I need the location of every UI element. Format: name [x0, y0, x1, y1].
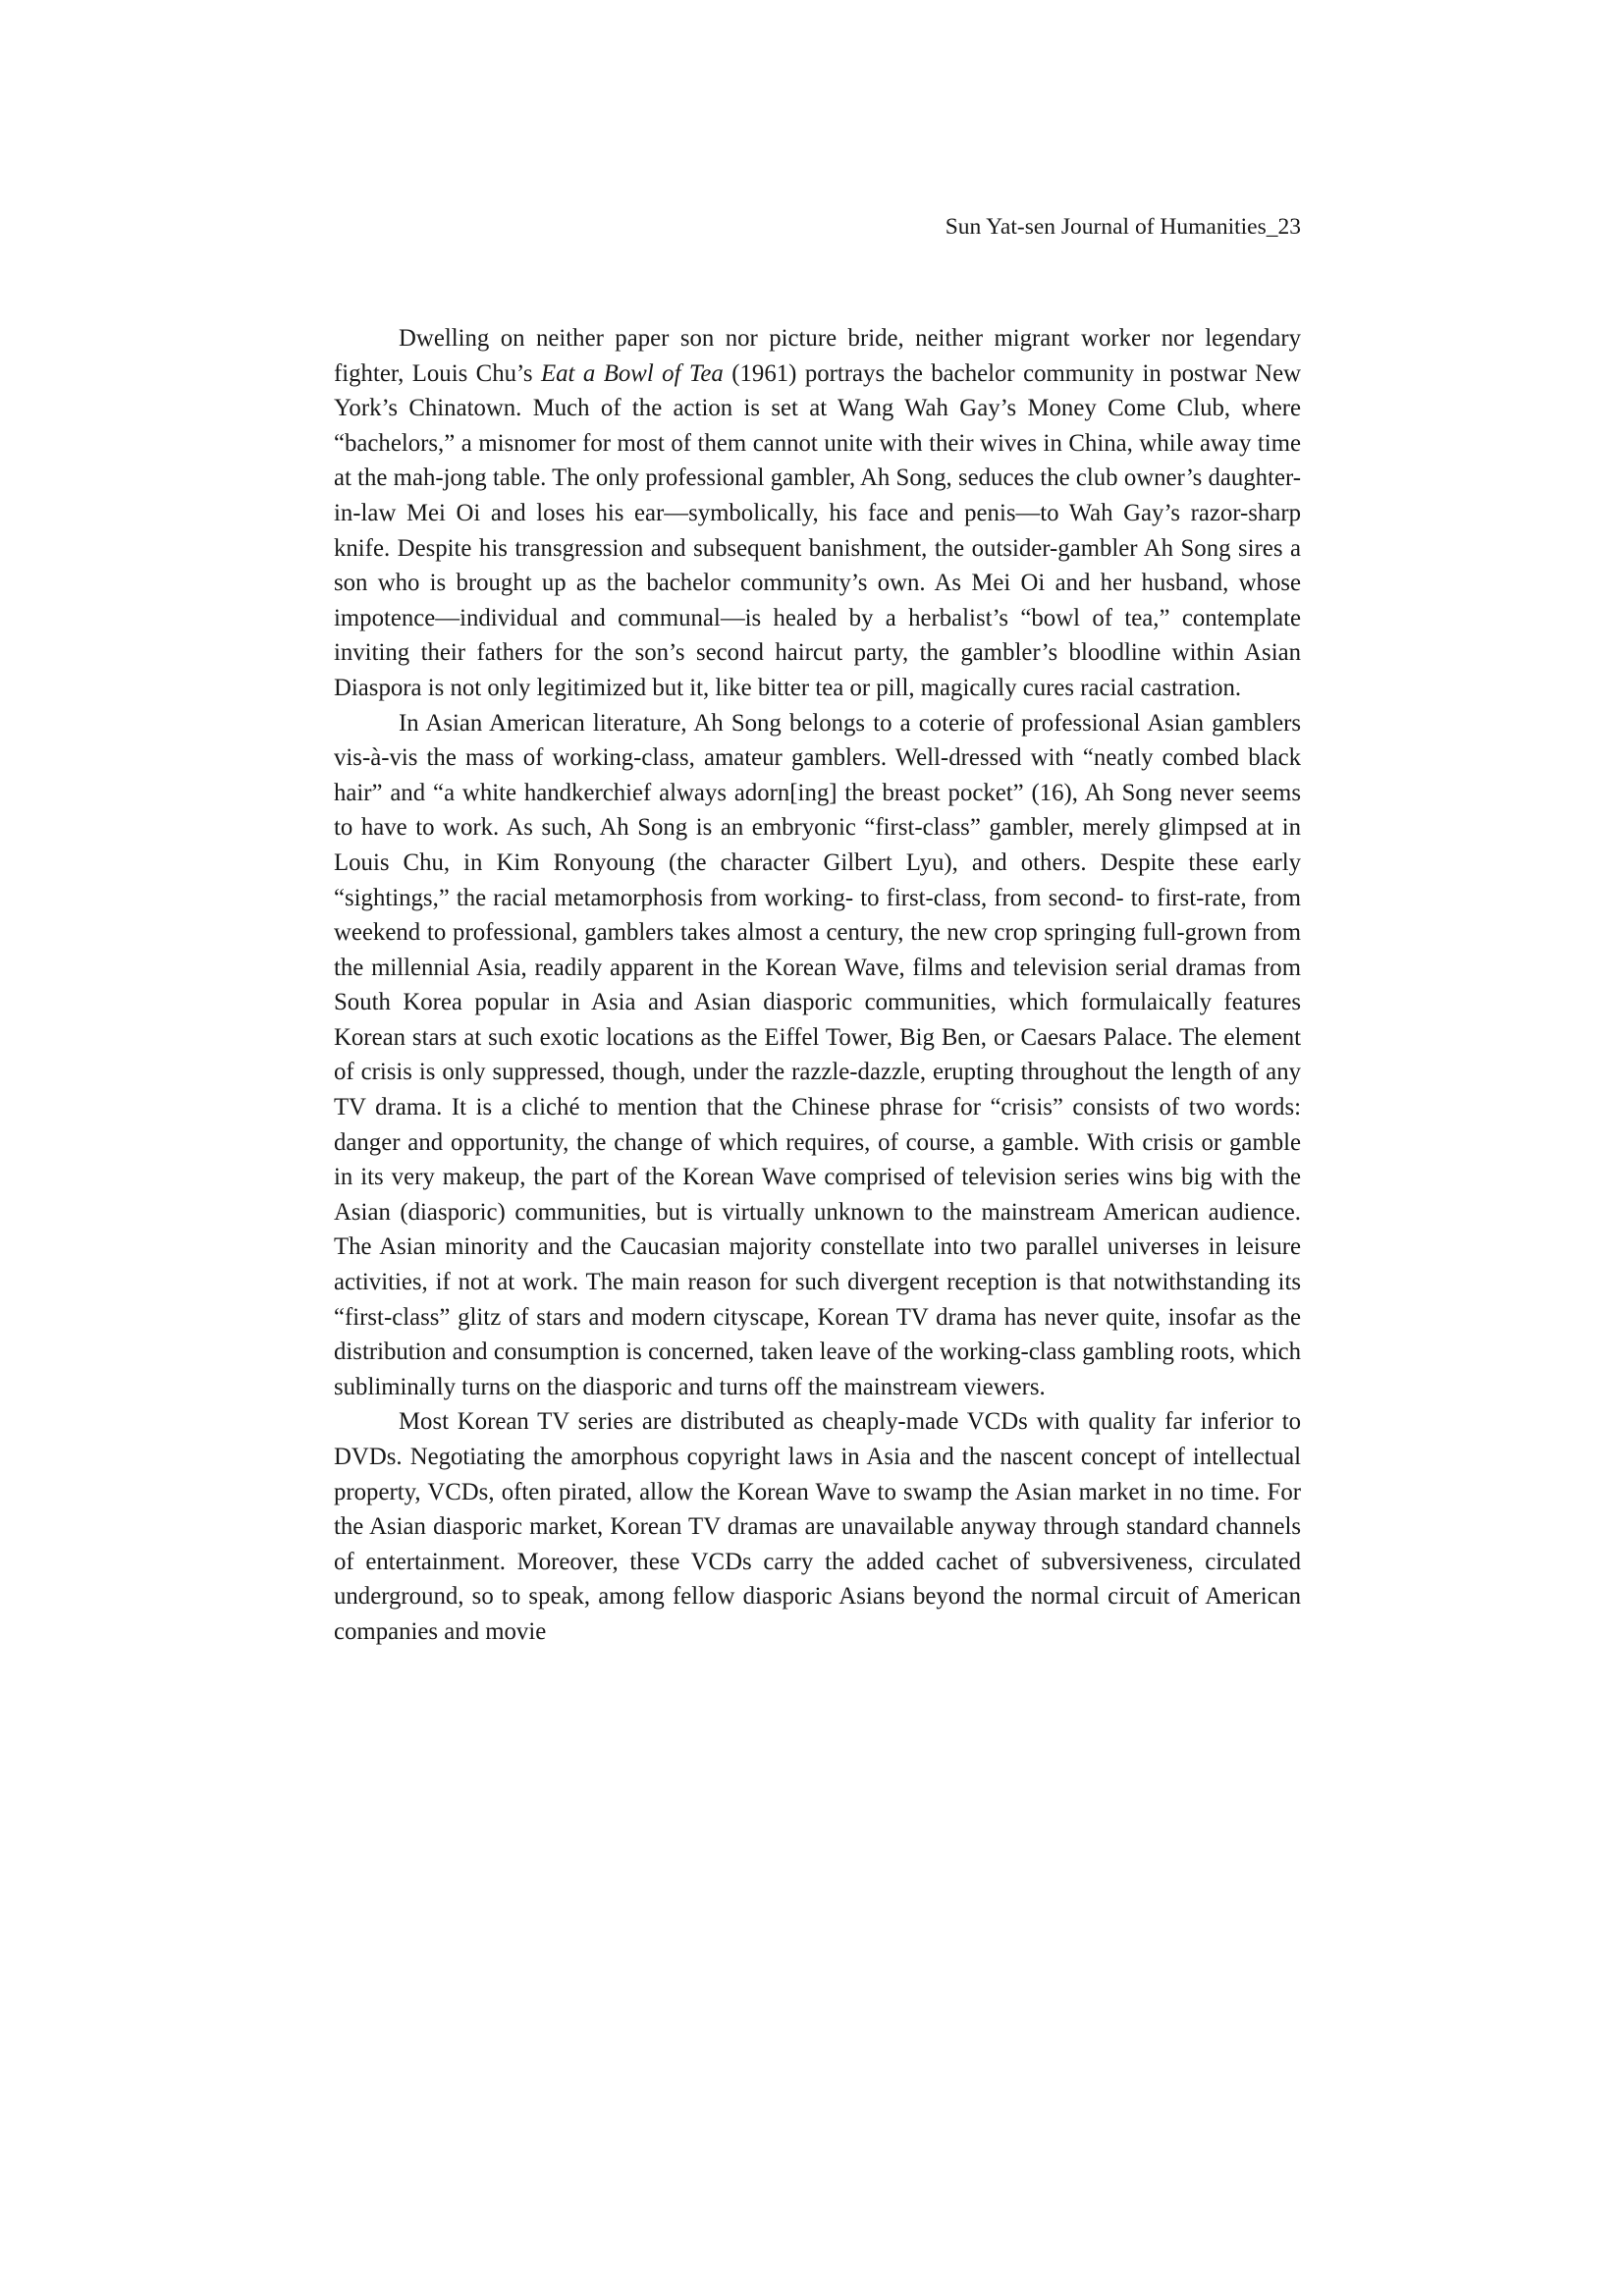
paragraph-1-text-a: Dwelling on neither paper son nor picture bride, neither migrant worker nor legendary fighter, Louis Chu’s — [334, 325, 1301, 387]
running-header: Sun Yat-sen Journal of Humanities_23 — [945, 214, 1301, 240]
paragraph-2: In Asian American literature, Ah Song belongs to a coterie of professional Asian gamblers vis-à-vis the mass of working-class, amateur gamblers. Well-dressed with “neatly combed black hair” and “a white handkerchief always adorn[ing] the breast pocket” (16), Ah Song never seems to have to work. As such, Ah Song is an embryonic “first-class” gambler, merely glimpsed at in Louis Chu, in Kim Ronyoung (the character Gilbert Lyu), and others. Despite these early “sightings,” the racial metamorphosis from working- to first-class, from second- to first-rate, from weekend to professional, gamblers takes almost a century, the new crop springing full-grown from the millennial Asia, readily apparent in the Korean Wave, films and television serial dramas from South Korea popular in Asia and Asian diasporic communities, which formulaically features Korean stars at such exotic locations as the Eiffel Tower, Big Ben, or Caesars Palace. The element of crisis is only suppressed, though, under the razzle-dazzle, erupting throughout the length of any TV drama. It is a cliché to mention that the Chinese phrase for “crisis” consists of two words: danger and opportunity, the change of which requires, of course, a gamble. With crisis or gamble in its very makeup, the part of the Korean Wave comprised of television series wins big with the Asian (diasporic) communities, but is virtually unknown to the mainstream American audience. The Asian minority and the Caucasian majority constellate into two parallel universes in leisure activities, if not at work. The main reason for such divergent reception is that notwithstanding its “first-class” glitz of stars and modern cityscape, Korean TV drama has never quite, insofar as the distribution and consumption is concerned, taken leave of the working-class gambling roots, which subliminally turns on the diasporic and turns off the mainstream viewers. — [334, 709, 1301, 1400]
paragraph-1 — [334, 321, 1301, 706]
article-body — [334, 321, 1301, 1650]
paragraph-3: Most Korean TV series are distributed as cheaply-made VCDs with quality far inferior to DVDs. Negotiating the amorphous copyright laws in Asia and the nascent concept of intellectual property, VCDs, often pirated, allow the Korean Wave to swamp the Asian market in no time. For the Asian diasporic market, Korean TV dramas are unavailable anyway through standard channels of entertainment. Moreover, these VCDs carry the added cachet of subversiveness, circulated underground, so to speak, among fellow diasporic Asians beyond the normal circuit of American companies and movie — [334, 1408, 1301, 1645]
paragraph-1-text-b: (1961) portrays the bachelor community in postwar New York’s Chinatown. Much of the action is set at Wang Wah Gay’s Money Come Club, where “bachelors,” a misnomer for most of them cannot unite with their wives in China, while away time at the mah-jong table. The only professional gambler, Ah Song, seduces the club owner’s daughter-in-law Mei Oi and loses his ear—symbolically, his face and penis—to Wah Gay’s razor-sharp knife. Despite his transgression and subsequent banishment, the outsider-gambler Ah Song sires a son who is brought up as the bachelor community’s own. As Mei Oi and her husband, whose impotence—individual and communal—is healed by a herbalist’s “bowl of tea,” contemplate inviting their fathers for the son’s second haircut party, the gambler’s bloodline within Asian Diaspora is not only legitimized but it, like bitter tea or pill, magically cures racial castration. — [334, 359, 1302, 701]
book-title: Eat a Bowl of Tea — [541, 359, 724, 387]
